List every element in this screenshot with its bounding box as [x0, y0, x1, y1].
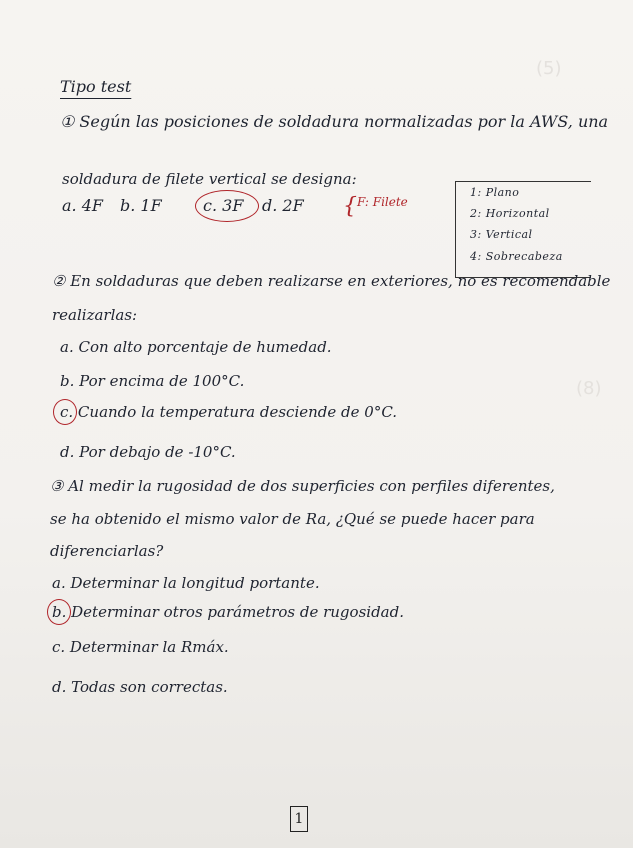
show-through-mark: (5)	[536, 58, 562, 79]
question-3-option-b: b. Determinar otros parámetros de rugosidad.	[52, 603, 404, 621]
question-1-line-2: soldadura de filete vertical se designa:	[62, 170, 357, 188]
question-3-line-3: diferenciarlas?	[50, 542, 164, 560]
show-through-mark: (8)	[576, 378, 602, 399]
question-2-option-c: c. Cuando la temperatura desciende de 0°C.	[60, 403, 398, 421]
question-1-option-d: d. 2F	[262, 196, 304, 215]
question-1-line-1: ① Según las posiciones de soldadura normalizadas por la AWS, una	[60, 112, 609, 131]
legend-item-1: 1: Plano	[470, 186, 520, 199]
page-title: Tipo test	[60, 77, 132, 96]
question-1-option-c: c. 3F	[203, 196, 244, 215]
filete-note: F: Filete	[357, 195, 408, 209]
legend-item-4: 4: Sobrecabeza	[470, 250, 563, 263]
question-2-line-1: ② En soldaduras que deben realizarse en exteriores, no es recomendable	[52, 272, 611, 290]
question-3-option-c: c. Determinar la Rmáx.	[52, 638, 229, 656]
question-1-option-b: b. 1F	[120, 196, 162, 215]
question-3-line-1: ③ Al medir la rugosidad de dos superficies con perfiles diferentes,	[50, 477, 555, 495]
question-3-line-2: se ha obtenido el mismo valor de Ra, ¿Qué se puede hacer para	[50, 510, 535, 528]
legend-item-2: 2: Horizontal	[470, 207, 550, 220]
legend-item-3: 3: Vertical	[470, 228, 533, 241]
brace-mark: {	[343, 194, 357, 219]
question-2-option-d: d. Por debajo de -10°C.	[60, 443, 236, 461]
page-number: 1	[290, 806, 308, 832]
question-2-option-a: a. Con alto porcentaje de humedad.	[60, 338, 332, 356]
question-1-option-a: a. 4F	[62, 196, 103, 215]
question-2-option-b: b. Por encima de 100°C.	[60, 372, 245, 390]
question-3-option-d: d. Todas son correctas.	[52, 678, 228, 696]
question-3-option-a: a. Determinar la longitud portante.	[52, 574, 320, 592]
question-2-line-2: realizarlas:	[52, 306, 138, 324]
